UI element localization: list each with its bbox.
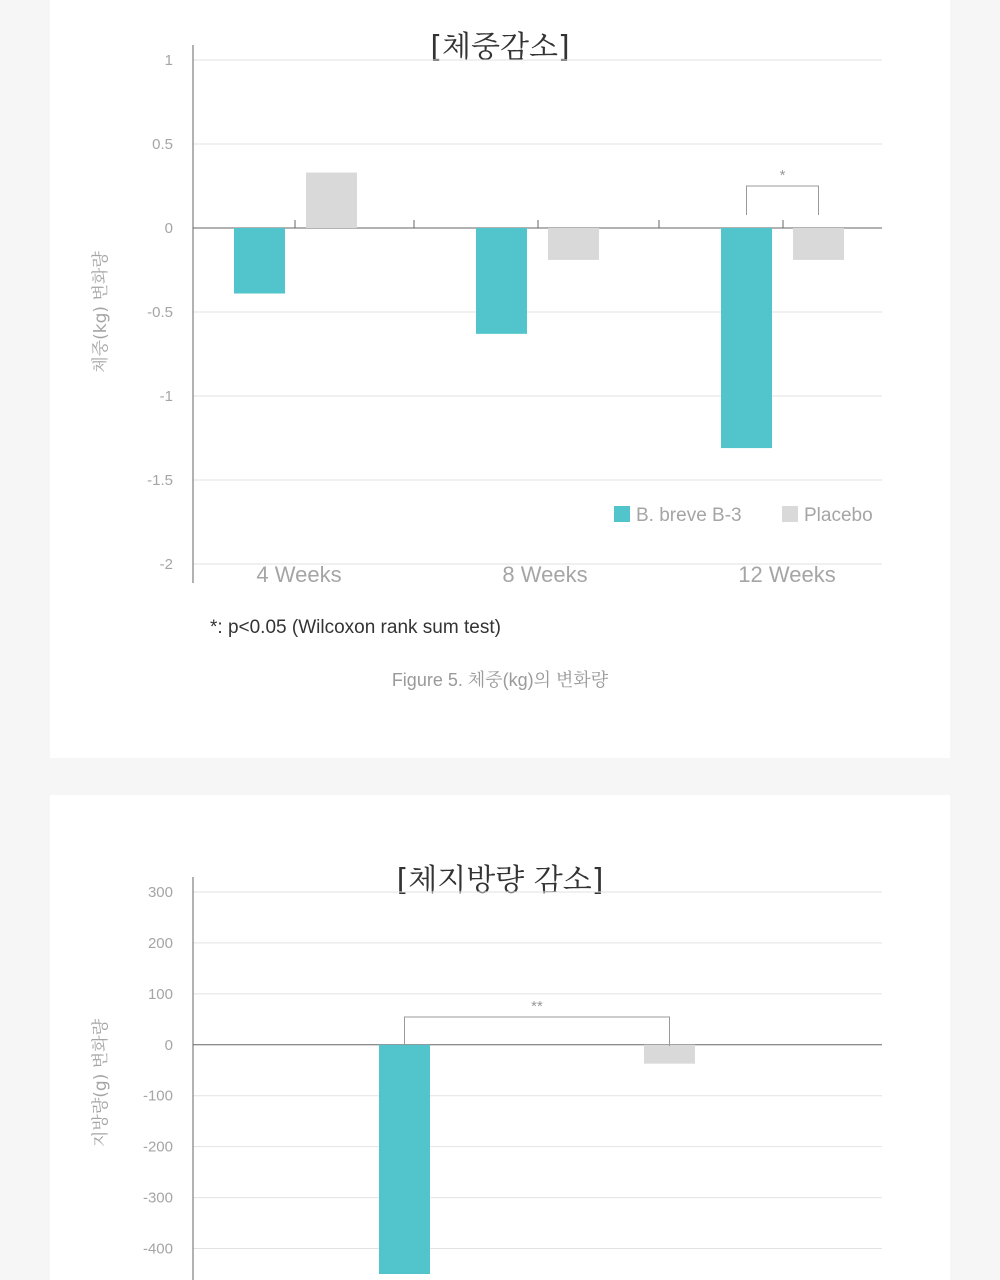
bar-series-b	[306, 173, 357, 228]
x-category-label: 12 Weeks	[738, 562, 836, 587]
fat-mass-change-chart	[50, 795, 950, 1280]
significance-note: *: p<0.05 (Wilcoxon rank sum test)	[210, 617, 501, 638]
weight-change-chart	[50, 0, 950, 758]
y-tick-label: 100	[147, 985, 173, 1003]
y-tick-label: 0.5	[152, 136, 173, 153]
y-tick-label: -2	[159, 556, 173, 573]
y-tick-label: -100	[142, 1087, 173, 1105]
bar-series-a	[721, 228, 772, 448]
bar-series-a	[234, 228, 285, 294]
y-tick-label: 0	[164, 220, 173, 237]
y-tick-label: -1	[159, 388, 173, 405]
bar-series-a	[476, 228, 527, 334]
weight-chart-card	[50, 0, 950, 758]
figure-caption: Figure 5. 체중(kg)의 변화량	[391, 670, 609, 690]
y-axis-label: 지방량(g) 변화량	[91, 1019, 111, 1147]
fat-chart-card	[50, 795, 950, 1280]
legend-label: Placebo	[804, 505, 873, 526]
bar-series-b	[793, 228, 844, 260]
bar-series-b	[548, 228, 599, 260]
y-tick-label: 300	[147, 884, 173, 901]
chart-title: [체지방량 감소]	[396, 863, 604, 898]
y-tick-label: -200	[142, 1138, 173, 1156]
y-tick-label: -1.5	[147, 472, 173, 489]
y-tick-label: 1	[164, 52, 173, 69]
legend-swatch	[782, 506, 798, 522]
x-category-label: 4 Weeks	[256, 562, 342, 587]
y-axis-label: 체중(kg) 변화량	[91, 251, 111, 373]
x-category-label: 8 Weeks	[502, 562, 588, 587]
significance-bracket	[405, 1017, 670, 1046]
significance-marker: *	[779, 167, 786, 184]
legend-swatch	[614, 506, 630, 522]
y-tick-label: -0.5	[147, 304, 173, 321]
y-tick-label: -300	[142, 1189, 173, 1207]
y-tick-label: 0	[164, 1036, 173, 1054]
bar-series-b	[644, 1045, 695, 1064]
significance-marker: **	[531, 998, 543, 1015]
chart-title: [체중감소]	[430, 30, 570, 65]
y-tick-label: -400	[142, 1240, 173, 1258]
y-tick-label: 200	[147, 934, 173, 952]
bar-series-a	[379, 1045, 430, 1274]
significance-bracket	[747, 186, 819, 215]
legend-label: B. breve B-3	[636, 505, 742, 526]
